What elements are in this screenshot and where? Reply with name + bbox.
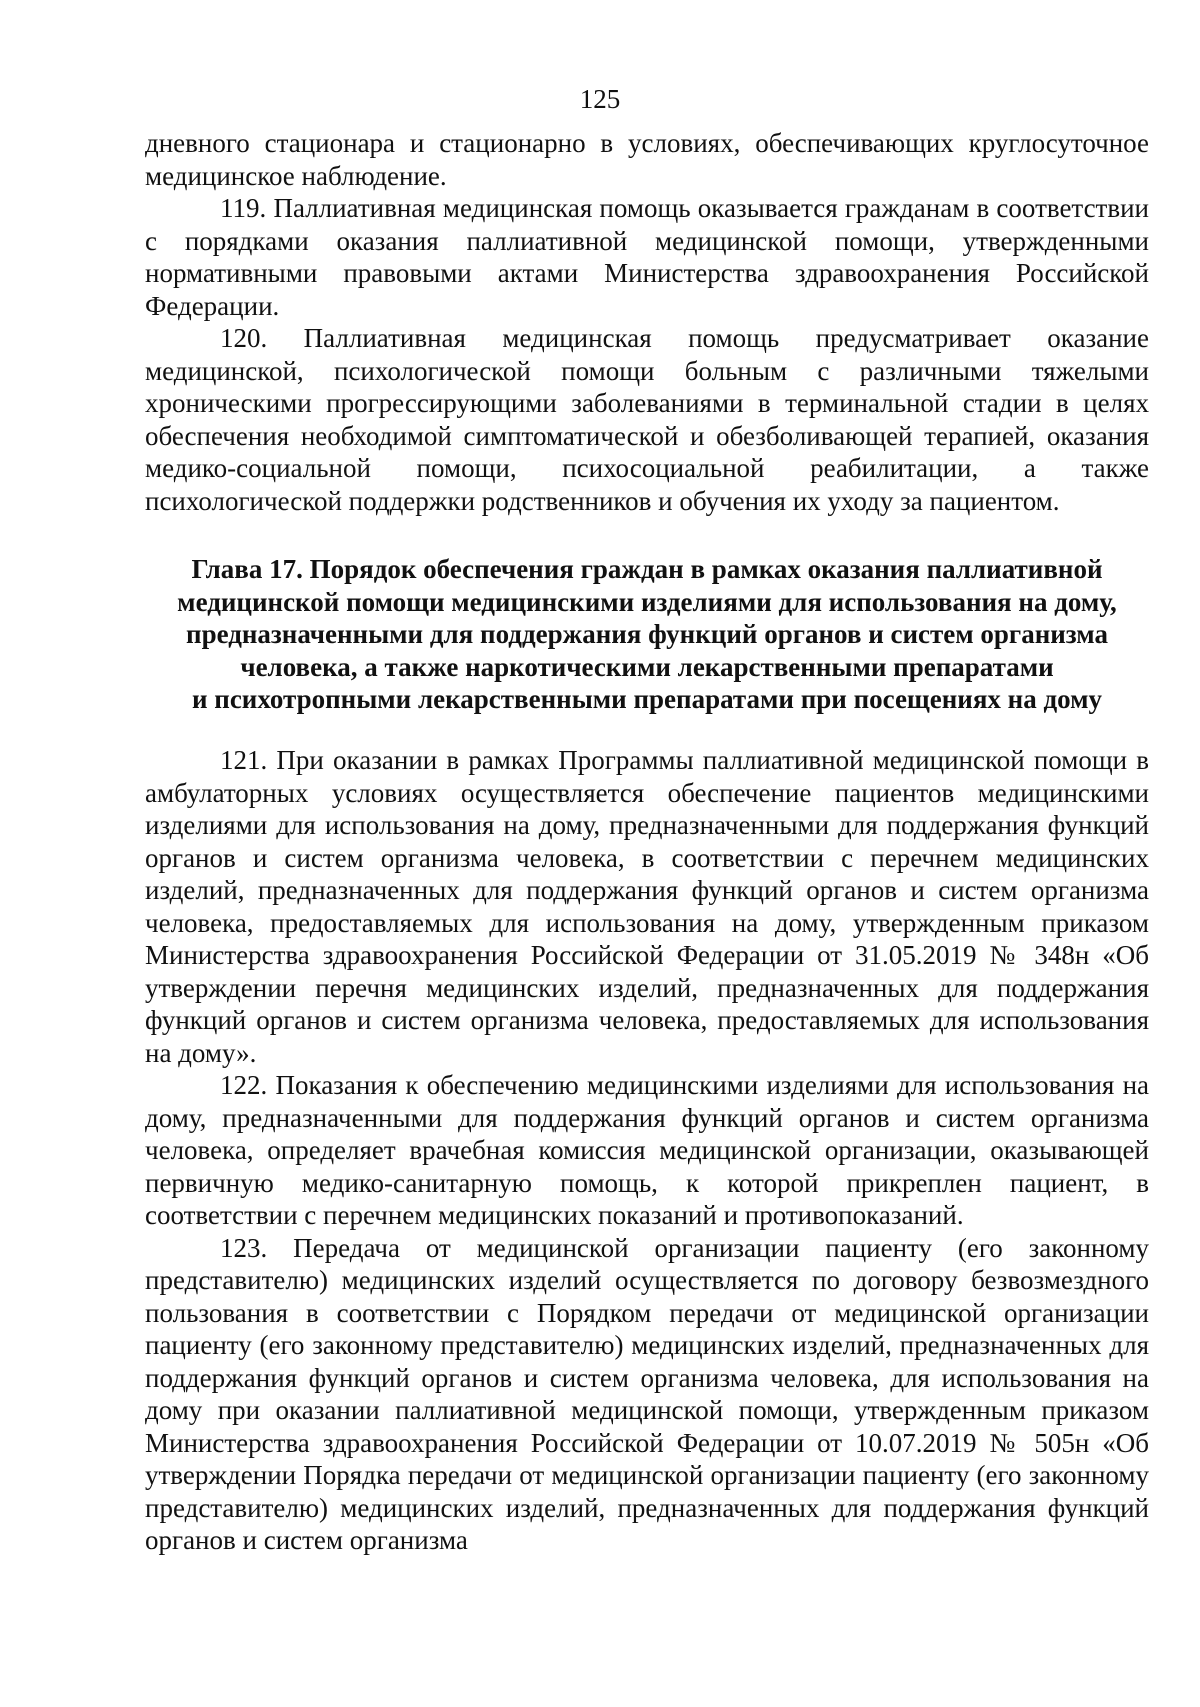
paragraph-123: 123. Передача от медицинской организации пациенту (его законному представителю) медицинских изделий осуществляется по договору безвозмездного пользования в соответствии с Порядком передачи от медицинской организации пациенту (его законному представителю) медицинских изделий, предназначенных для поддержания функций органов и систем организма человека, для использования на дому при оказании паллиативной медицинской помощи, утвержденным приказом Министерства здравоохранения Российской Федерации от 10.07.2019 № 505н «Об утверждении Порядка передачи от медицинской организации пациенту (его законному представителю) медицинских изделий, предназначенных для поддержания функций органов и систем организма — [145, 1232, 1149, 1555]
paragraph-121: 121. При оказании в рамках Программы паллиативной медицинской помощи в амбулаторных условиях осуществляется обеспечение пациентов медицинскими изделиями для использования на дому, предназначенными для поддержания функций органов и систем организма человека, в соответствии с перечнем медицинских изделий, предназначенных для поддержания функций органов и систем организма человека, предоставляемых для использования на дому, утвержденным приказом Министерства здравоохранения Российской Федерации от 31.05.2019 № 348н «Об утверждении перечня медицинских изделий, предназначенных для поддержания функций органов и систем организма человека, предоставляемых для использования на дому». — [145, 745, 1149, 1068]
chapter-heading-line: Глава 17. Порядок обеспечения граждан в рамках оказания паллиативной — [191, 554, 1103, 584]
text-block-top — [145, 127, 1149, 517]
paragraph-120: 120. Паллиативная медицинская помощь предусматривает оказание медицинской, психологической помощи больным с различными тяжелыми хроническими прогрессирующими заболеваниями в терминальной стадии в целях обеспечения необходимой симптоматической и обезболивающей терапией, оказания медико-социальной помощи, психосоциальной реабилитации, а также психологической поддержки родственников и обучения их уходу за пациентом. — [145, 323, 1149, 516]
chapter-heading-line: медицинской помощи медицинскими изделиями для использования на дому, — [177, 586, 1117, 617]
chapter-heading — [145, 553, 1149, 716]
paragraph-122: 122. Показания к обеспечению медицинскими изделиями для использования на дому, предназначенными для поддержания функций органов и систем организма человека, определяет врачебная комиссия медицинской организации, оказывающей первичную медико-санитарную помощь, к которой прикреплен пациент, в соответствии с перечнем медицинских показаний и противопоказаний. — [145, 1070, 1149, 1230]
page-number: 125 — [579, 84, 621, 114]
chapter-heading-line: и психотропными лекарственными препаратами при посещениях на дому — [191, 684, 1103, 714]
paragraph-continuation: дневного стационара и стационарно в условиях, обеспечивающих круглосуточное медицинское наблюдение. — [145, 128, 1149, 191]
chapter-heading-line: человека, а также наркотическими лекарственными препаратами — [240, 651, 1054, 682]
chapter-heading-line: предназначенными для поддержания функций органов и систем организма — [186, 619, 1108, 649]
paragraph-119: 119. Паллиативная медицинская помощь оказывается гражданам в соответствии с порядками оказания паллиативной медицинской помощи, утвержденными нормативными правовыми актами Министерства здравоохранения Российской Федерации. — [145, 193, 1149, 321]
text-block-bottom — [145, 744, 1149, 1557]
